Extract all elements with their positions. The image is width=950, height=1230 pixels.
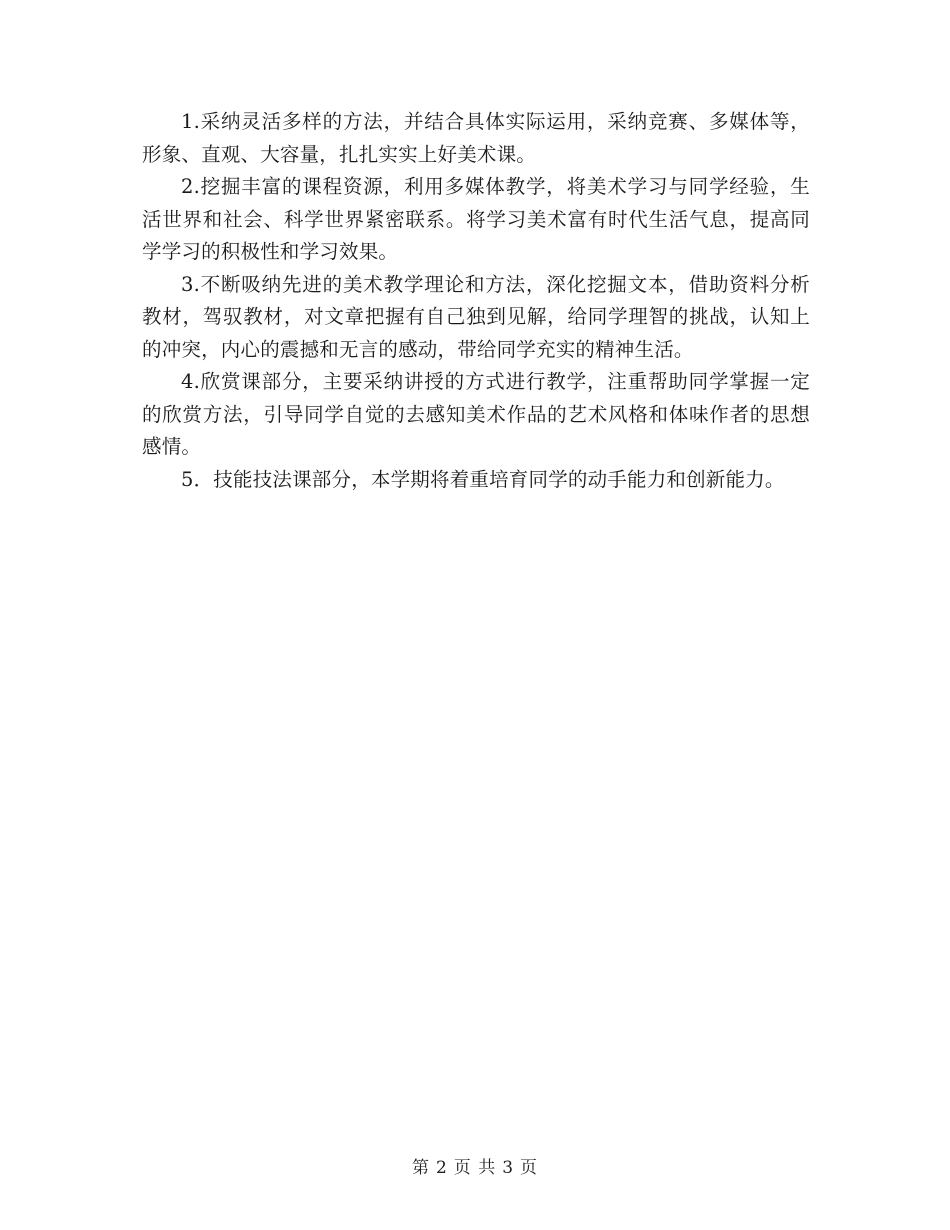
footer-middle: 页 共 <box>453 1158 497 1178</box>
footer-current-page: 2 <box>435 1158 448 1178</box>
page-footer <box>0 1153 950 1178</box>
footer-total-pages: 3 <box>502 1158 515 1178</box>
paragraph-2: 2.挖掘丰富的课程资源，利用多媒体教学，将美术学习与同学经验，生活世界和社会、科学世界紧密联系。将学习美术富有时代生活气息，提高同学学习的积极性和学习效果。 <box>142 175 810 263</box>
footer-suffix: 页 <box>520 1158 539 1178</box>
document-body <box>142 106 810 496</box>
paragraph-3: 3.不断吸纳先进的美术教学理论和方法，深化挖掘文本，借助资料分析教材，驾驭教材，对文章把握有自己独到见解，给同学理智的挑战，认知上的冲突，内心的震撼和无言的感动，带给同学充实的精神生活。 <box>142 272 810 361</box>
paragraph-1: 1.采纳灵活多样的方法，并结合具体实际运用，采纳竞赛、多媒体等，形象、直观、大容量，扎扎实实上好美术课。 <box>142 110 810 166</box>
paragraph-5: 5．技能技法课部分，本学期将着重培育同学的动手能力和创新能力。 <box>181 467 785 491</box>
footer-prefix: 第 <box>411 1158 430 1178</box>
paragraph-4: 4.欣赏课部分，主要采纳讲授的方式进行教学，注重帮助同学掌握一定的欣赏方法，引导同学自觉的去感知美术作品的艺术风格和体味作者的思想感情。 <box>142 370 810 458</box>
